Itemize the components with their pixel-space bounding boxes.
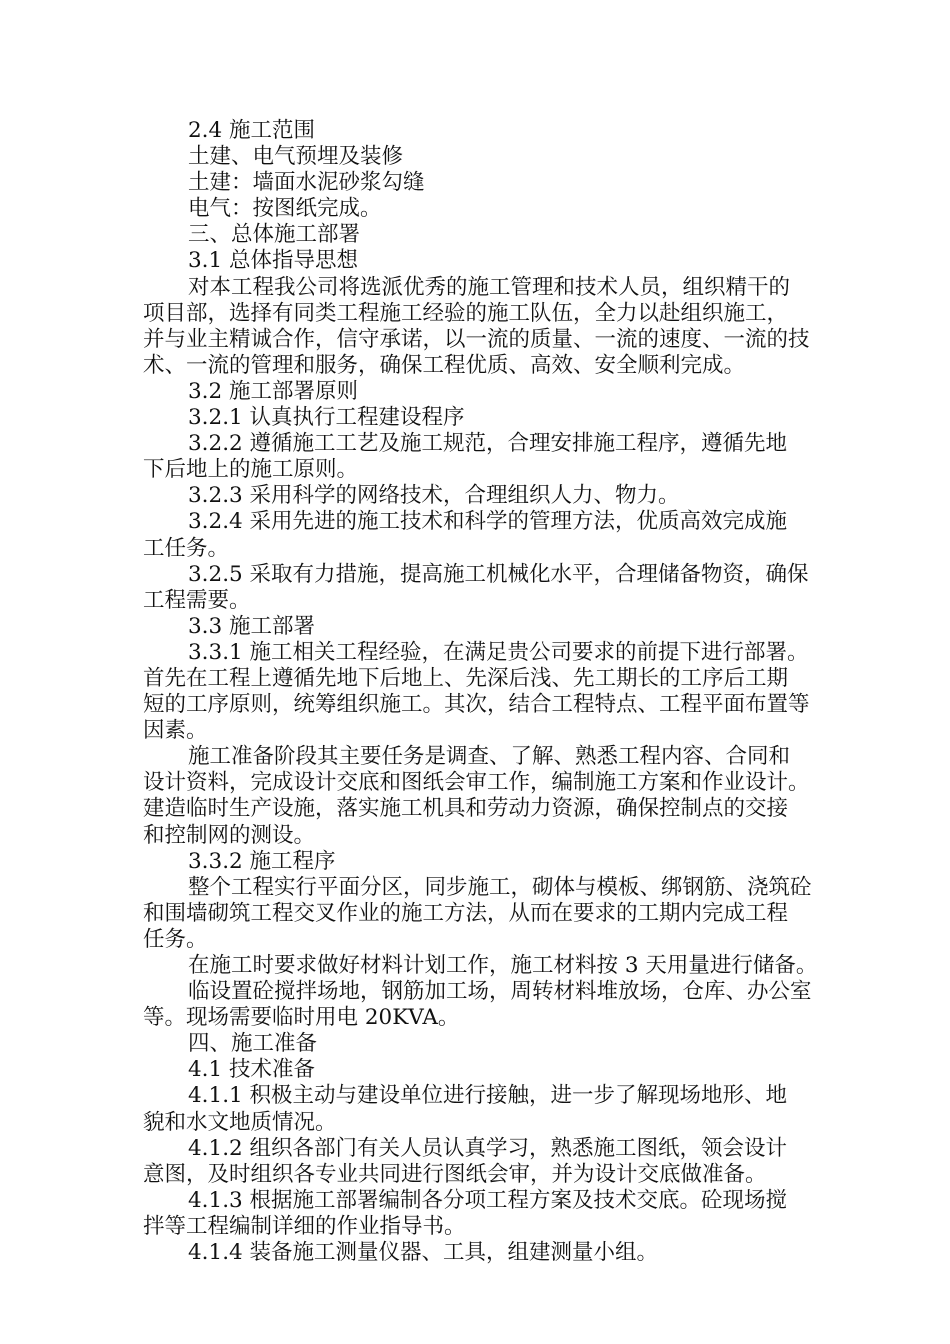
text-line: 施工准备阶段其主要任务是调查、了解、熟悉工程内容、合同和 (188, 744, 791, 770)
text-line: 等。现场需要临时用电 20KVA。 (143, 1005, 460, 1031)
text-line: 4.1 技术准备 (188, 1057, 316, 1083)
text-line: 3.3 施工部署 (188, 613, 316, 639)
text-line: 和围墙砌筑工程交叉作业的施工方法，从而在要求的工期内完成工程 (143, 900, 789, 926)
document-page (143, 118, 818, 1266)
text-line: 项目部，选择有同类工程施工经验的施工队伍，全力以赴组织施工， (143, 300, 789, 326)
text-line: 三、总体施工部署 (188, 222, 361, 248)
text-line: 3.2.4 采用先进的施工技术和科学的管理方法，优质高效完成施 (188, 509, 788, 535)
text-line: 设计资料，完成设计交底和图纸会审工作，编制施工方案和作业设计。 (143, 770, 810, 796)
text-line: 3.2.3 采用科学的网络技术，合理组织人力、物力。 (188, 483, 680, 509)
text-line: 3.2.1 认真执行工程建设程序 (188, 405, 465, 431)
text-line: 意图，及时组织各专业共同进行图纸会审，并为设计交底做准备。 (143, 1161, 767, 1187)
text-line: 电气：按图纸完成。 (188, 196, 382, 222)
text-line: 短的工序原则，统筹组织施工。其次，结合工程特点、工程平面布置等 (143, 692, 810, 718)
text-line: 貌和水文地质情况。 (143, 1109, 337, 1135)
text-line: 术、一流的管理和服务，确保工程优质、高效、安全顺利完成。 (143, 352, 746, 378)
text-line: 并与业主精诚合作，信守承诺，以一流的质量、一流的速度、一流的技 (143, 326, 810, 352)
text-line: 土建：墙面水泥砂浆勾缝 (188, 170, 425, 196)
text-line: 土建、电气预埋及装修 (188, 144, 404, 170)
text-line: 工程需要。 (143, 587, 251, 613)
text-line: 整个工程实行平面分区，同步施工，砌体与模板、绑钢筋、浇筑砼 (188, 874, 812, 900)
text-line: 工任务。 (143, 535, 230, 561)
text-line: 4.1.3 根据施工部署编制各分项工程方案及技术交底。砼现场搅 (188, 1187, 788, 1213)
text-line: 首先在工程上遵循先地下后地上、先深后浅、先工期长的工序后工期 (143, 665, 789, 691)
text-line: 四、施工准备 (188, 1031, 318, 1057)
text-line: 2.4 施工范围 (188, 118, 316, 143)
text-line: 下后地上的施工原则。 (143, 457, 359, 483)
text-line: 3.1 总体指导思想 (188, 248, 359, 274)
text-line: 临设置砼搅拌场地，钢筋加工场，周转材料堆放场，仓库、办公室 (188, 979, 812, 1005)
text-line: 任务。 (143, 926, 208, 952)
text-line: 对本工程我公司将选派优秀的施工管理和技术人员，组织精干的 (188, 274, 791, 300)
text-line: 建造临时生产设施，落实施工机具和劳动力资源，确保控制点的交接 (143, 796, 789, 822)
text-line: 3.3.1 施工相关工程经验，在满足贵公司要求的前提下进行部署。 (188, 639, 809, 665)
text-line: 4.1.2 组织各部门有关人员认真学习，熟悉施工图纸，领会设计 (188, 1135, 788, 1161)
text-line: 3.2 施工部署原则 (188, 378, 359, 404)
text-line: 因素。 (143, 718, 208, 744)
text-line: 3.3.2 施工程序 (188, 848, 336, 874)
text-line: 在施工时要求做好材料计划工作，施工材料按 3 天用量进行储备。 (188, 953, 818, 978)
text-line: 4.1.1 积极主动与建设单位进行接触，进一步了解现场地形、地 (188, 1083, 788, 1109)
text-line: 拌等工程编制详细的作业指导书。 (143, 1213, 466, 1239)
text-line: 4.1.4 装备施工测量仪器、工具，组建测量小组。 (188, 1240, 659, 1266)
text-line: 3.2.5 采取有力措施，提高施工机械化水平，合理储备物资，确保 (188, 561, 809, 587)
text-line: 3.2.2 遵循施工工艺及施工规范，合理安排施工程序，遵循先地 (188, 431, 788, 457)
text-line: 和控制网的测设。 (143, 822, 316, 848)
